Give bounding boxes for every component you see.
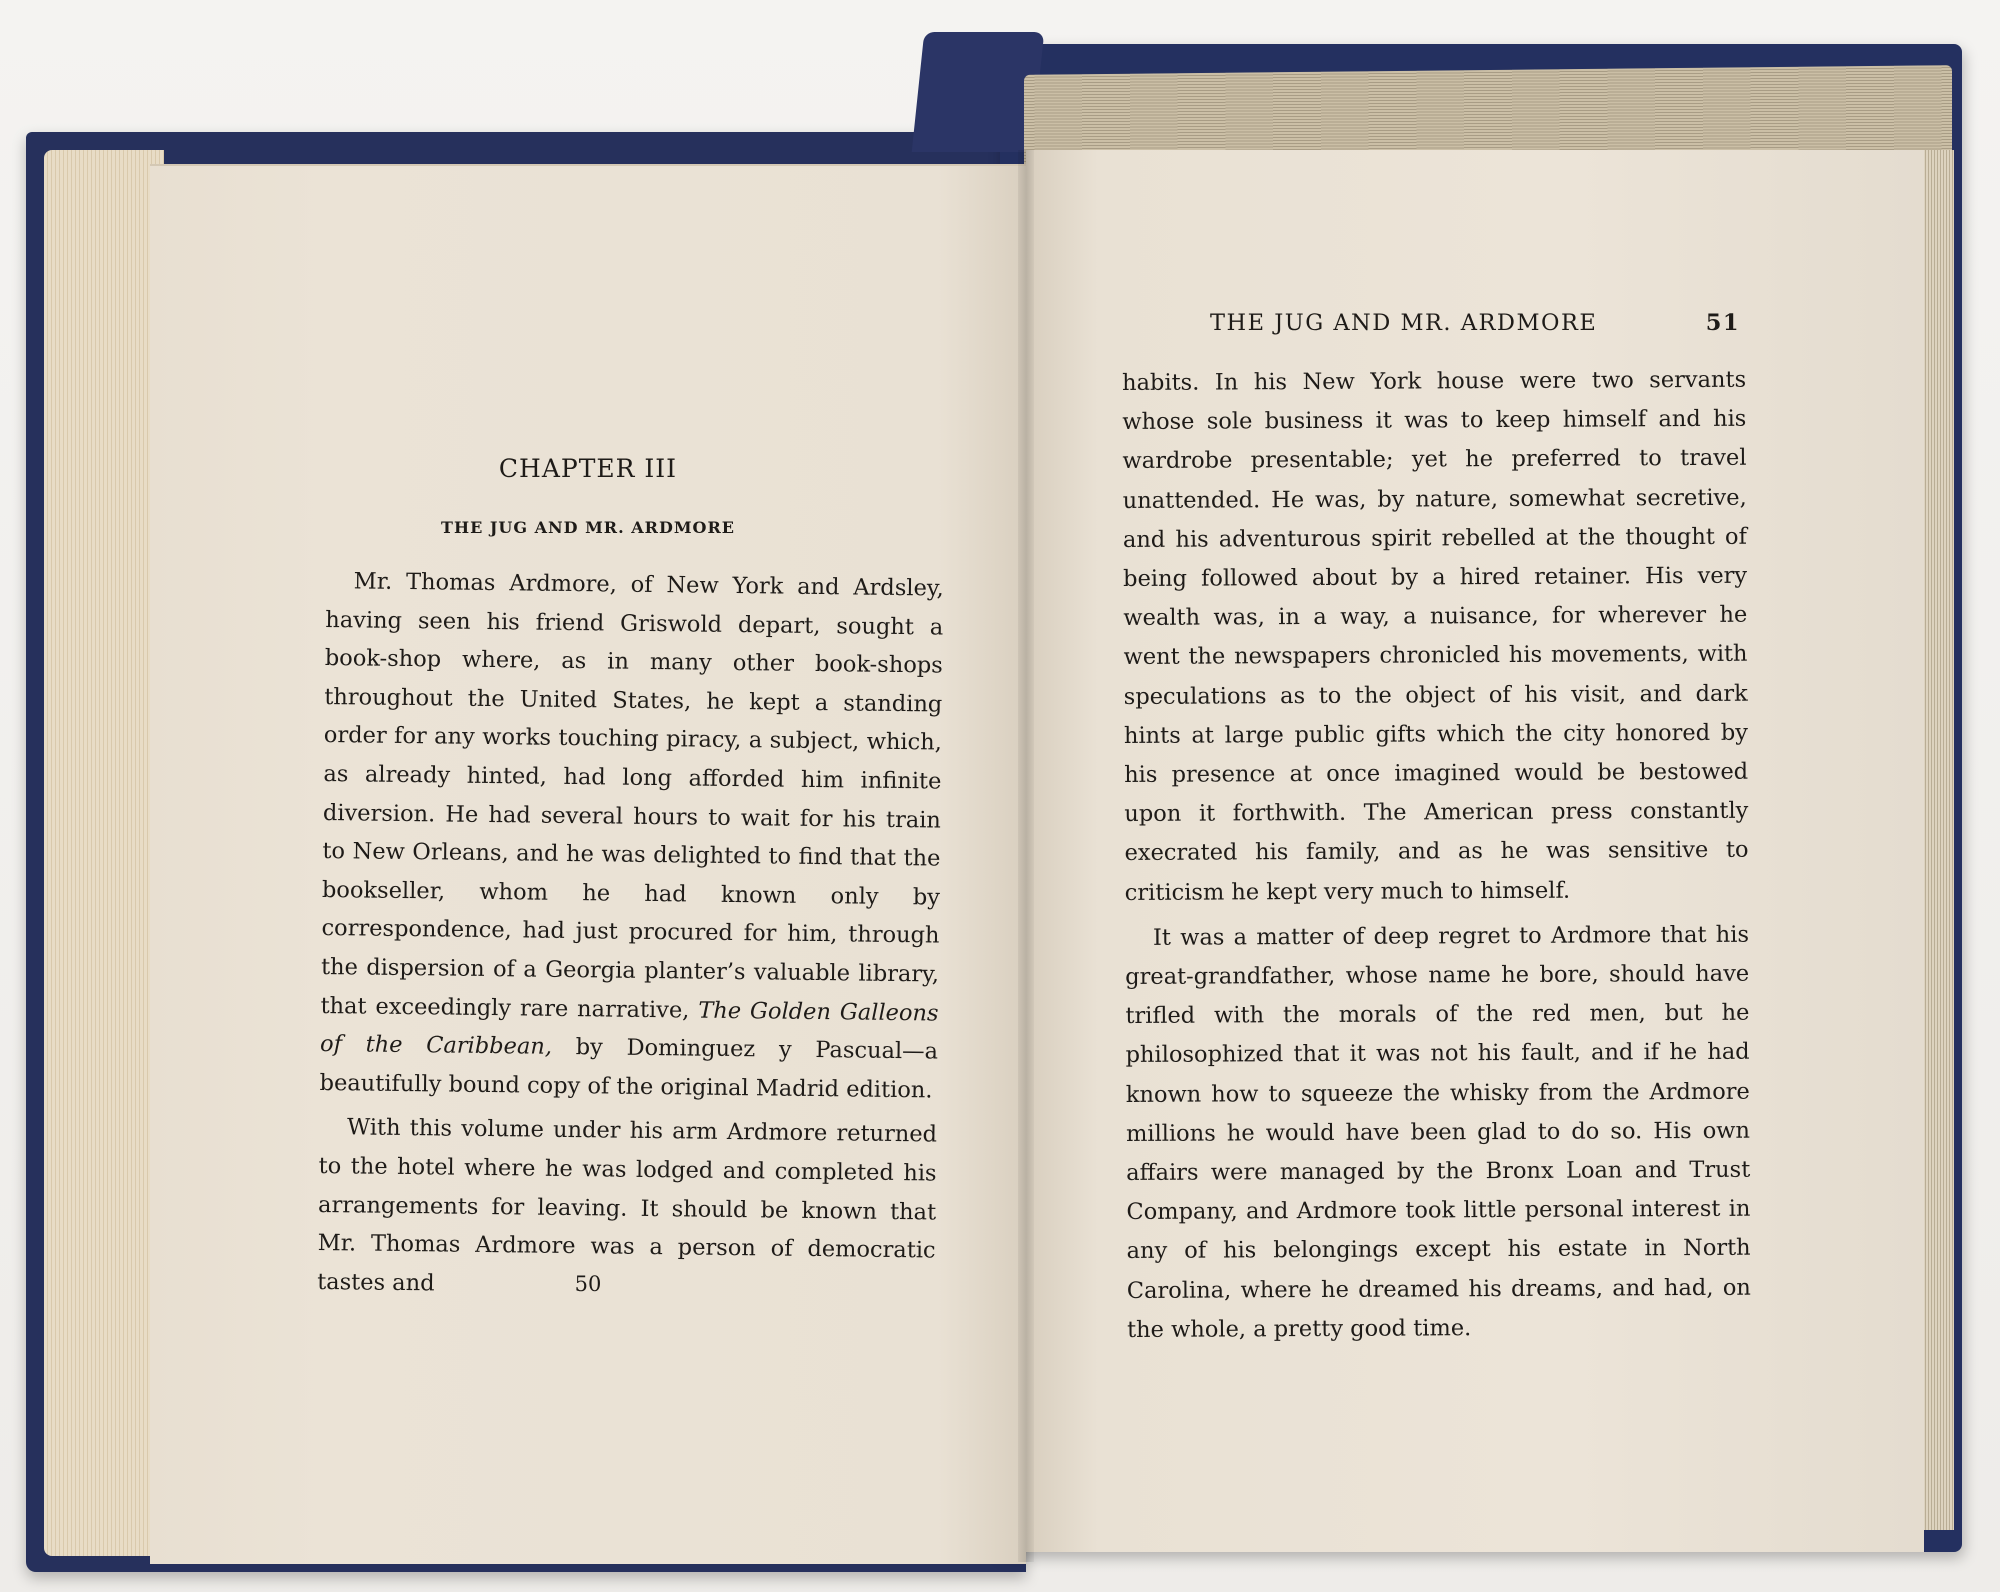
page-edges-right (1920, 150, 1954, 1530)
book-gutter (1018, 150, 1034, 1562)
right-paragraph-1: habits. In his New York house were two servants whose sole business it was to keep himself and his wardrobe presentable; yet he preferred to travel unattended. He was, by nature, somewhat secretive, and his adventurous spirit rebelled at the thought of being followed about by a hired retainer. His very wealth was, in a way, a nuisance, for wherever he went the newspapers chronicled his movements, with speculations as to the object of his visit, and dark hints at large public gifts which the city honored by his presence at once imagined would be bestowed upon it forthwith. The American press constantly execrated his family, and as he was sensitive to criticism he kept very much to himself. (1122, 366, 1749, 906)
page-number-left: 50 (574, 1272, 602, 1296)
page-number-right: 51 (1705, 310, 1740, 336)
right-paragraph-2: It was a matter of deep regret to Ardmore that his great-grandfather, whose name he bore, should have trifled with the morals of the red men, but he philosophized that it was not his fault, and if he had known how to squeeze the whisky from the Ardmore millions he would have been glad to do so. His own affairs were managed by the Bronx Loan and Trust Company, and Ardmore took little personal interest in any of his belongings except his estate in North Carolina, where he dreamed his dreams, and had, on the whole, a pretty good time. (1125, 921, 1751, 1343)
running-head-title: THE JUG AND MR. ARDMORE (1210, 310, 1598, 336)
right-page-body (1122, 361, 1751, 1350)
left-paragraph-2: With this volume under his arm Ardmore returned to the hotel where he was lodged and completed his arrangements for leaving. It should be known that Mr. Thomas Ardmore was a person of democratic tastes and (317, 1114, 938, 1297)
chapter-subtitle: THE JUG AND MR. ARDMORE (441, 518, 735, 537)
chapter-title: CHAPTER III (498, 454, 678, 483)
left-paragraph-1-text-a: Mr. Thomas Ardmore, of New York and Ardsley, having seen his friend Griswold depart, sought a book-shop where, as in many other book-shops throughout the United States, he kept a standing order for any works touching piracy, a subject, which, as already hinted, had long afforded him infinite diversion. He had several hours to wait for his train to New Orleans, and he was delighted to find that the bookseller, whom he had known only by correspondence, had just procured for him, through the dispersion of a Georgia planter’s valuable library, that exceedingly rare narrative, (320, 568, 944, 1024)
left-paragraph-1-text-b: by Dominguez y Pascual—a beautifully bound copy of the original Madrid edition. (319, 1033, 939, 1104)
left-paragraph-1 (319, 562, 944, 1110)
book-title-italic: The Golden Galleons of the Caribbean, (319, 997, 939, 1060)
page-edges-left (44, 150, 164, 1556)
left-page-body (317, 562, 944, 1309)
running-head (1210, 310, 1740, 336)
